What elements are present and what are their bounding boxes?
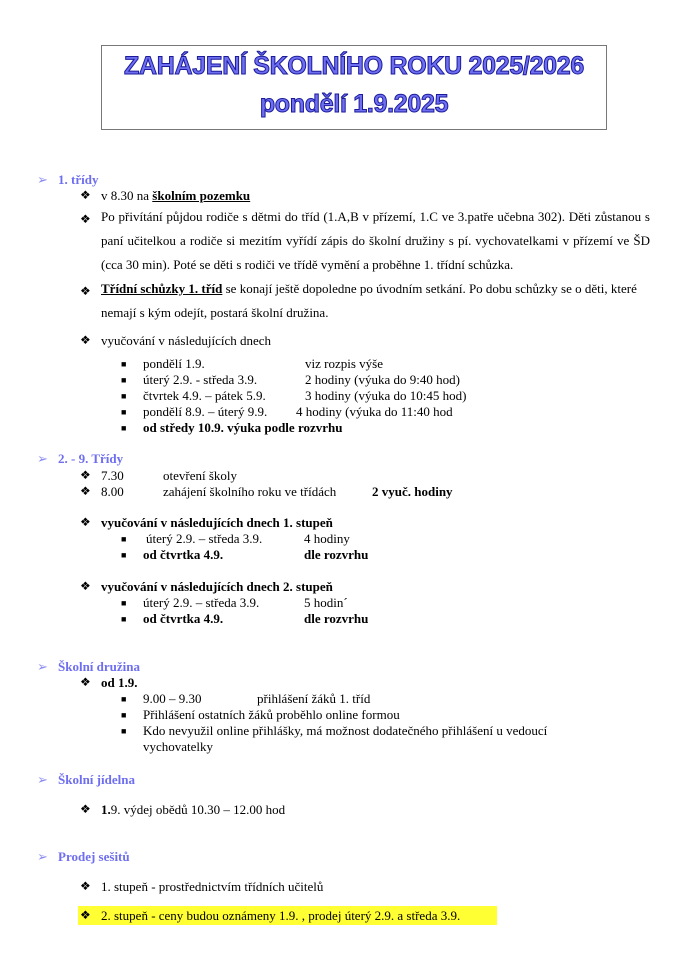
square-bullet-icon: ■ [121, 407, 127, 417]
square-bullet-icon: ■ [121, 694, 127, 704]
day-label: úterý 2.9. – středa 3.9. [143, 595, 260, 610]
arrow-right-icon: ➢ [37, 772, 48, 787]
arrow-right-icon: ➢ [37, 849, 48, 864]
diamond-bullet-icon: ❖ [80, 908, 91, 922]
diamond-bullet-icon: ❖ [80, 515, 91, 529]
section-heading-skolni-jidelna: Školní jídelna [58, 772, 135, 787]
square-bullet-icon: ■ [121, 710, 127, 720]
section-heading-prodej-sesitu: Prodej sešitů [58, 849, 130, 864]
list-item: 1. stupeň - prostřednictvím třídních učitelů [101, 879, 324, 894]
square-bullet-icon: ■ [121, 423, 127, 433]
diamond-bullet-icon: ❖ [80, 879, 91, 893]
square-bullet-icon: ■ [121, 375, 127, 385]
diamond-bullet-icon: ❖ [80, 284, 91, 298]
list-item: Přihlášení ostatních žáků proběhlo online formou [143, 707, 400, 722]
paragraph-first-day: Po přivítání půjdou rodiče s dětmi do tříd (1.A,B v přízemí, 1.C ve 3.patře učebna 302). Děti zůstanou s paní učitelkou a rodiče si mezitím vyřídí zápis do školní družiny s pí. vychovatelkami v přízemí ve ŠD (cca 30 min). Poté se děti s rodiči ve třídě vymění a proběhne 1. třídní schůzka. [101, 209, 650, 272]
title-box [101, 45, 607, 130]
diamond-bullet-icon: ❖ [80, 802, 91, 816]
diamond-bullet-icon: ❖ [80, 188, 91, 202]
lesson-count: 2 vyuč. hodiny [372, 484, 453, 499]
day-info: 4 hodiny [304, 531, 350, 546]
list-item: 2. stupeň - ceny budou oznámeny 1.9. , prodej úterý 2.9. a středa 3.9. [101, 908, 461, 923]
day-label: pondělí 1.9. [143, 356, 205, 371]
page-date: pondělí 1.9.2025 [259, 90, 449, 118]
list-item [101, 802, 285, 818]
paragraph-class-meeting [101, 277, 650, 325]
day-label: úterý 2.9. - středa 3.9. [143, 372, 258, 387]
list-item: vyučování v následujících dnech [101, 333, 272, 348]
day-info: 5 hodin´ [304, 595, 348, 610]
day-label: od čtvrtka 4.9. [143, 547, 224, 562]
square-bullet-icon: ■ [121, 550, 127, 560]
square-bullet-icon: ■ [121, 598, 127, 608]
day-info: 4 hodiny (výuka do 11:40 hod [296, 404, 453, 419]
meeting-text: se konají ještě dopoledne po úvodním setkání. Po dobu schůzky se o děti, které nemají s kým odejít, postará školní družina. [101, 281, 637, 320]
list-item: od 1.9. [101, 675, 138, 690]
arrow-right-icon: ➢ [37, 172, 48, 187]
diamond-bullet-icon: ❖ [80, 484, 91, 498]
time-label: 7.30 [101, 468, 124, 483]
day-info: 2 hodiny (výuka do 9:40 hod) [305, 372, 460, 387]
square-bullet-icon: ■ [121, 614, 127, 624]
day-info: dle rozvrhu [304, 611, 369, 626]
square-bullet-icon: ■ [121, 391, 127, 401]
section-heading-2-9-tridy: 2. - 9. Třídy [58, 451, 124, 466]
day-label: úterý 2.9. – středa 3.9. [146, 531, 263, 546]
day-label: pondělí 8.9. – úterý 9.9. [143, 404, 268, 419]
square-bullet-icon: ■ [121, 359, 127, 369]
page-title: ZAHÁJENÍ ŠKOLNÍHO ROKU 2025/2026 [124, 52, 584, 80]
date-part: 1. [101, 802, 111, 817]
item-text: v 8.30 na [101, 188, 153, 203]
diamond-bullet-icon: ❖ [80, 468, 91, 482]
time-info: otevření školy [163, 468, 238, 483]
arrow-right-icon: ➢ [37, 451, 48, 466]
diamond-bullet-icon: ❖ [80, 675, 91, 689]
diamond-bullet-icon: ❖ [80, 579, 91, 593]
day-info: 3 hodiny (výuka do 10:45 hod) [305, 388, 467, 403]
time-label: 8.00 [101, 484, 124, 499]
day-label: od čtvrtka 4.9. [143, 611, 224, 626]
meeting-title: Třídní schůzky 1. tříd [101, 281, 223, 296]
section-heading-1-tridy: 1. třídy [58, 172, 99, 187]
diamond-bullet-icon: ❖ [80, 333, 91, 347]
time-info: zahájení školního roku ve třídách [163, 484, 337, 499]
square-bullet-icon: ■ [121, 726, 127, 736]
list-item: Kdo nevyužil online přihlášky, má možnost dodatečného přihlášení u vedoucí vychovatelky [143, 723, 548, 754]
day-info: dle rozvrhu [304, 547, 369, 562]
arrow-right-icon: ➢ [37, 659, 48, 674]
list-item [101, 188, 250, 204]
group-heading: vyučování v následujících dnech 2. stupeň [101, 579, 333, 594]
location-text: školním pozemku [152, 188, 251, 203]
time-info: přihlášení žáků 1. tříd [257, 691, 371, 706]
group-heading: vyučování v následujících dnech 1. stupeň [101, 515, 333, 530]
diamond-bullet-icon: ❖ [80, 212, 91, 226]
day-label: čtvrtek 4.9. – pátek 5.9. [143, 388, 266, 403]
day-label: od středy 10.9. výuka podle rozvrhu [143, 420, 343, 435]
item-text: 9. výdej obědů 10.30 – 12.00 hod [110, 802, 286, 817]
time-label: 9.00 – 9.30 [143, 691, 202, 706]
day-info: viz rozpis výše [305, 356, 383, 371]
section-heading-skolni-druzina: Školní družina [58, 659, 141, 674]
square-bullet-icon: ■ [121, 534, 127, 544]
